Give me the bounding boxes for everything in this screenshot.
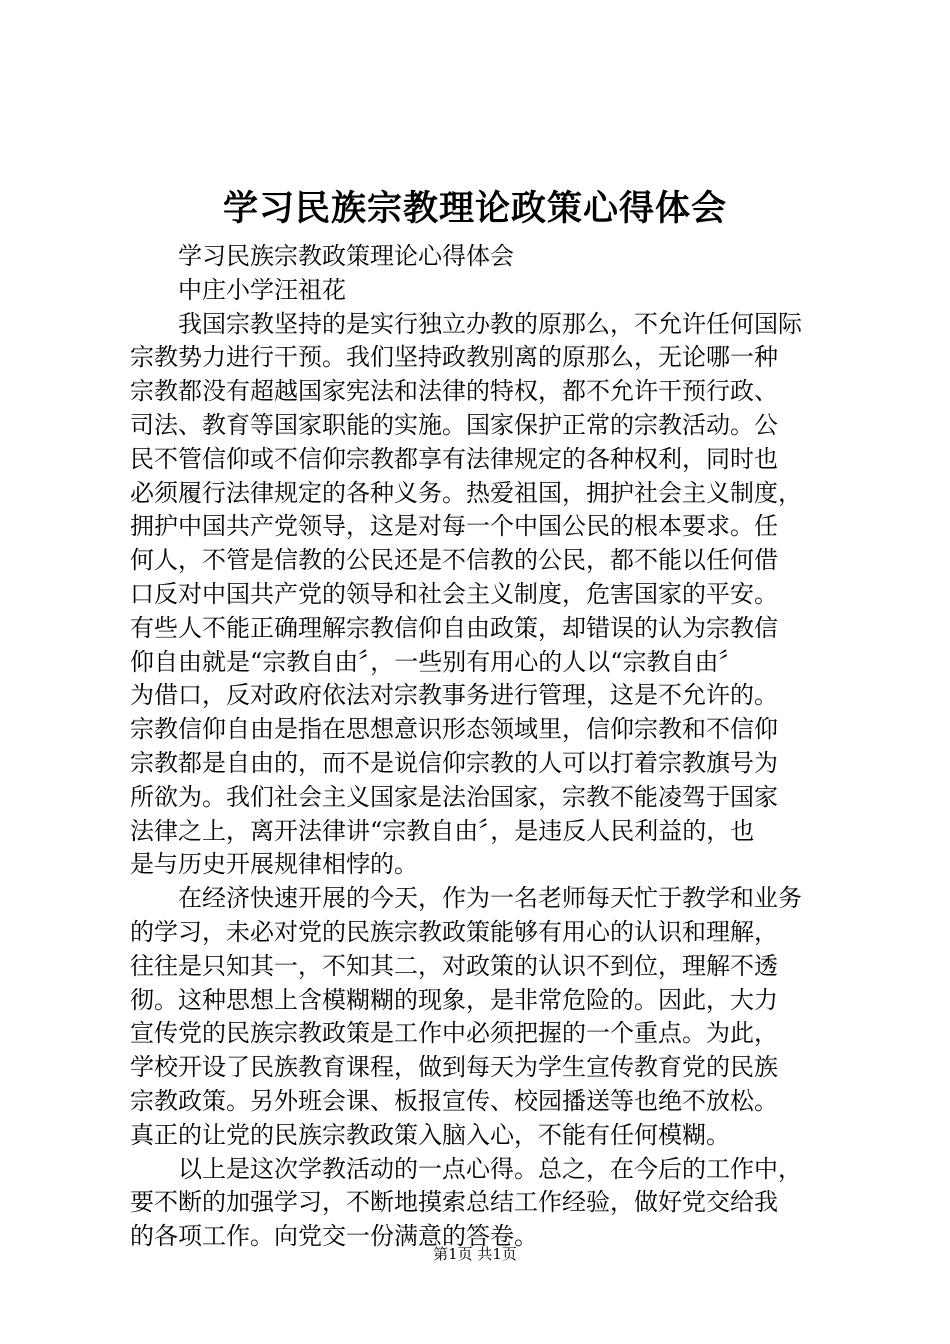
paragraph-line: 在经济快速开展的今天，作为一名老师每天忙于教学和业务 (178, 884, 802, 913)
paragraph-line: 口反对中国共产党的领导和社会主义制度，危害国家的平安。 (130, 579, 778, 608)
paragraph-line: 宗教都没有超越国家宪法和法律的特权，都不允许干预行政、 (130, 377, 778, 406)
paragraph-line: 彻。这种思想上含模糊糊的现象，是非常危险的。因此，大力 (130, 985, 778, 1014)
paragraph-line: 宗教都是自由的，而不是说信仰宗教的人可以打着宗教旗号为 (130, 748, 778, 777)
paragraph-line: 民不管信仰或不信仰宗教都享有法律规定的各种权利，同时也 (130, 444, 778, 473)
paragraph-line: 要不断的加强学习，不断地摸索总结工作经验，做好党交给我 (130, 1188, 778, 1217)
paragraph-line: 的各项工作。向党交一份满意的答卷。 (130, 1222, 538, 1251)
paragraph-line: 法律之上，离开法律讲“宗教自由〞，是违反人民利益的，也 (130, 816, 755, 845)
paragraph-line: 必须履行法律规定的各种义务。热爱祖国，拥护社会主义制度， (130, 478, 802, 507)
paragraph-1 (130, 308, 830, 883)
paragraph-line: 学校开设了民族教育课程，做到每天为学生宣传教育党的民族 (130, 1053, 778, 1082)
paragraph-line: 是与历史开展规律相悖的。 (130, 850, 418, 879)
paragraph-line: 我国宗教坚持的是实行独立办教的原那么，不允许任何国际 (178, 309, 802, 338)
paragraph-line: 宗教政策。另外班会课、板报宣传、校园播送等也绝不放松。 (130, 1086, 778, 1115)
paragraph-line: 的学习，未必对党的民族宗教政策能够有用心的认识和理解， (130, 917, 778, 946)
author-line: 中庄小学汪祖花 (178, 275, 346, 304)
paragraph-line: 拥护中国共产党领导，这是对每一个中国公民的根本要求。任 (130, 512, 778, 541)
paragraph-line: 真正的让党的民族宗教政策入脑入心，不能有任何模糊。 (130, 1120, 730, 1149)
paragraph-line: 往往是只知其一，不知其二，对政策的认识不到位，理解不透 (130, 951, 778, 980)
paragraph-2 (130, 882, 830, 1152)
paragraph-line: 有些人不能正确理解宗教信仰自由政策，却错误的认为宗教信 (130, 613, 778, 642)
paragraph-line: 所欲为。我们社会主义国家是法治国家，宗教不能凌驾于国家 (130, 782, 778, 811)
paragraph-line: 宗教势力进行干预。我们坚持政教别离的原那么，无论哪一种 (130, 343, 778, 372)
page-footer: 第1页 共1页 (433, 1245, 517, 1263)
subtitle-line: 学习民族宗教政策理论心得体会 (178, 242, 514, 270)
paragraph-line: 为借口，反对政府依法对宗教事务进行管理，这是不允许的。 (130, 681, 778, 710)
document-body (130, 240, 830, 1254)
paragraph-line: 仰自由就是“宗教自由〞，一些别有用心的人以“宗教自由〞 (130, 647, 743, 676)
paragraph-line: 宗教信仰自由是指在思想意识形态领域里，信仰宗教和不信仰 (130, 715, 778, 744)
paragraph-line: 宣传党的民族宗教政策是工作中必须把握的一个重点。为此， (130, 1019, 778, 1048)
paragraph-line: 以上是这次学教活动的一点心得。总之，在今后的工作中， (178, 1154, 802, 1183)
paragraph-3 (130, 1153, 830, 1254)
document-title: 学习民族宗教理论政策心得体会 (222, 188, 727, 229)
paragraph-line: 司法、教育等国家职能的实施。国家保护正常的宗教活动。公 (130, 410, 778, 439)
paragraph-line: 何人，不管是信教的公民还是不信教的公民，都不能以任何借 (130, 546, 778, 575)
